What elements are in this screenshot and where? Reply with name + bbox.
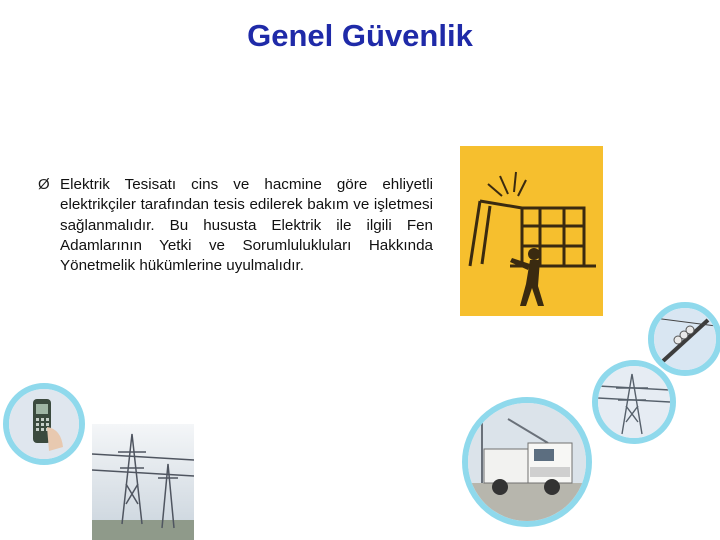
insulator-pole-icon <box>648 302 720 376</box>
bullet-item <box>38 175 433 276</box>
transmission-tower-icon <box>92 424 194 540</box>
power-pylon-icon <box>592 360 676 444</box>
bullet-arrow-icon: Ø <box>38 176 50 193</box>
electric-hazard-worker-icon <box>460 146 603 316</box>
slide-title: Genel Güvenlik <box>247 18 473 53</box>
utility-truck-icon <box>462 397 592 527</box>
mobile-phone-icon <box>3 383 85 465</box>
bullet-text: Elektrik Tesisatı cins ve hacmine göre ehliyetli elektrikçiler tarafından tesis edilerek bakım ve işletmesi sağlanmalıdır. Bu hususta Elektrik ile ilgili Fen Adamlarının Yetki ve Sorumlulukluları Hakkında Yönetmelik hükümlerine uyulmalıdır. <box>60 176 433 275</box>
